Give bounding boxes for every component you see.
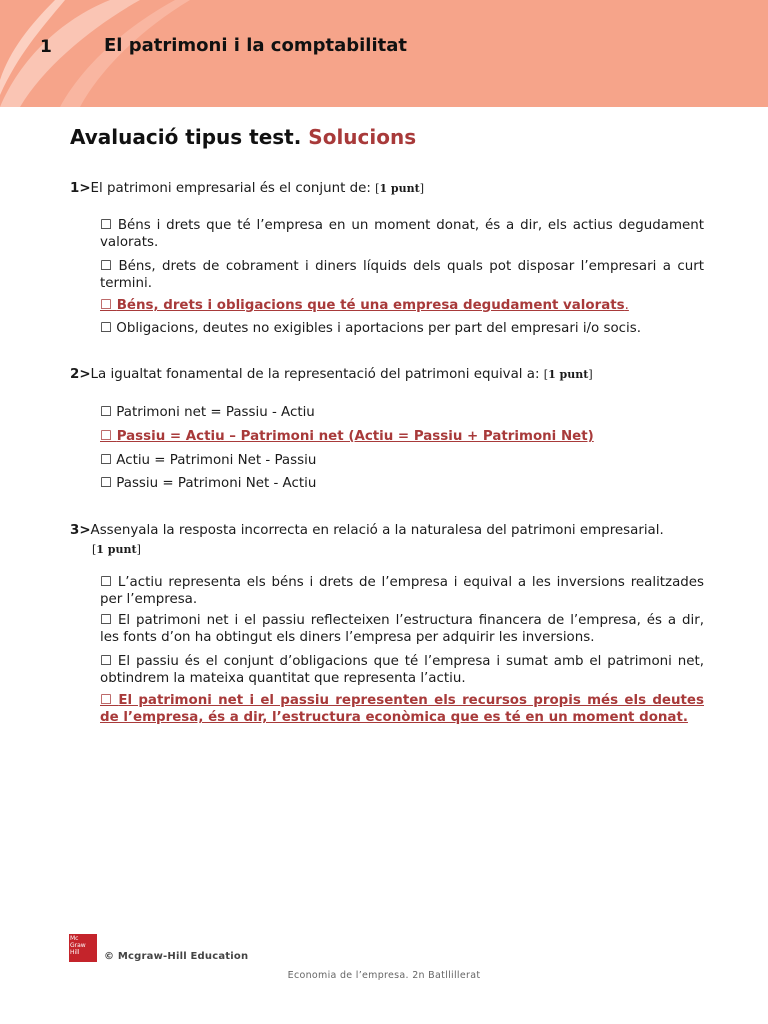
checkbox-icon[interactable]: ☐ [100, 693, 113, 708]
option[interactable] [100, 574, 704, 608]
publisher-logo: Mc Graw Hill [69, 934, 97, 962]
question-number: 1> [70, 181, 91, 196]
option-text: El patrimoni net i el passiu representen els recursos propis més els deutes de l’empresa, és a dir, l’estructura econòmica que es té en un moment donat. [100, 693, 704, 725]
option-text: El passiu és el conjunt d’obligacions que té l’empresa i sumat amb el patrimoni net, obtindrem la mateixa quantitat que representa l’actiu. [100, 654, 704, 686]
checkbox-icon[interactable]: ☐ [100, 405, 113, 420]
option[interactable] [100, 320, 704, 337]
checkbox-icon[interactable]: ☐ [100, 218, 113, 233]
question-number: 3> [70, 523, 91, 538]
option-text: El patrimoni net i el passiu reflecteixen l’estructura financera de l’empresa, és a dir, les fonts d’on ha obtingut els diners l’empresa per adquirir les inversions. [100, 613, 704, 645]
option-text: Béns i drets que té l’empresa en un moment donat, és a dir, els actius degudament valorats. [100, 218, 704, 250]
question-number: 2> [70, 367, 91, 382]
option-text: Actiu = Patrimoni Net - Passiu [116, 453, 317, 468]
option[interactable] [100, 258, 704, 292]
question-2 [70, 367, 710, 382]
question-text: El patrimoni empresarial és el conjunt de: [90, 181, 371, 196]
option[interactable] [100, 653, 704, 687]
question-points: [1 punt] [375, 182, 424, 195]
checkbox-icon[interactable]: ☐ [100, 453, 113, 468]
option-text: Patrimoni net = Passiu - Actiu [116, 405, 315, 420]
chapter-title: El patrimoni i la comptabilitat [104, 35, 407, 56]
question-points: [1 punt] [543, 368, 593, 381]
question-3 [70, 521, 710, 559]
option-text: Obligacions, deutes no exigibles i aportacions per part del empresari i/o socis. [116, 321, 641, 336]
option-text: Béns, drets de cobrament i diners líquids dels quals pot disposar l’empresari a curt termini. [100, 259, 704, 291]
checkbox-icon[interactable]: ☐ [100, 321, 113, 336]
checkbox-icon[interactable]: ☐ [100, 476, 113, 491]
option-correct[interactable]: ☐ Béns, drets i obligacions que té una empresa degudament valorats. [100, 298, 629, 313]
option-correct[interactable] [100, 428, 704, 445]
checkbox-icon[interactable]: ☐ [100, 613, 113, 628]
option-text: Passiu = Actiu – Patrimoni net (Actiu = Passiu + Patrimoni Net) [116, 429, 594, 444]
title-main: Avaluació tipus test. [70, 125, 302, 149]
question-1 [70, 181, 710, 196]
checkbox-icon[interactable]: ☐ [100, 259, 113, 274]
option-text: L’actiu representa els béns i drets de l’empresa i equival a les inversions realitzades per l’empresa. [100, 575, 704, 607]
checkbox-icon[interactable]: ☐ [100, 298, 113, 313]
question-points: [1 punt] [92, 543, 141, 556]
option[interactable] [100, 475, 704, 492]
footer-subject: Economia de l’empresa. 2n Batllillerat [287, 970, 481, 981]
checkbox-icon[interactable]: ☐ [100, 654, 113, 669]
option-text: Béns, drets i obligacions que té una empresa degudament valorats [116, 298, 625, 313]
page-title [70, 125, 416, 149]
checkbox-icon[interactable]: ☐ [100, 429, 113, 444]
question-text: Assenyala la resposta incorrecta en relació a la naturalesa del patrimoni empresarial. [90, 523, 664, 538]
option[interactable] [100, 217, 704, 251]
option[interactable] [100, 612, 704, 646]
option[interactable] [100, 452, 704, 469]
option-correct[interactable] [100, 692, 704, 726]
chapter-number: 1 [40, 37, 52, 57]
checkbox-icon[interactable]: ☐ [100, 575, 113, 590]
title-accent: Solucions [308, 125, 417, 149]
question-text: La igualtat fonamental de la representació del patrimoni equival a: [90, 367, 540, 382]
option[interactable] [100, 404, 704, 421]
footer-copyright: © Mcgraw-Hill Education [104, 951, 249, 962]
option-text: Passiu = Patrimoni Net - Actiu [116, 476, 317, 491]
chapter-header [0, 0, 768, 107]
